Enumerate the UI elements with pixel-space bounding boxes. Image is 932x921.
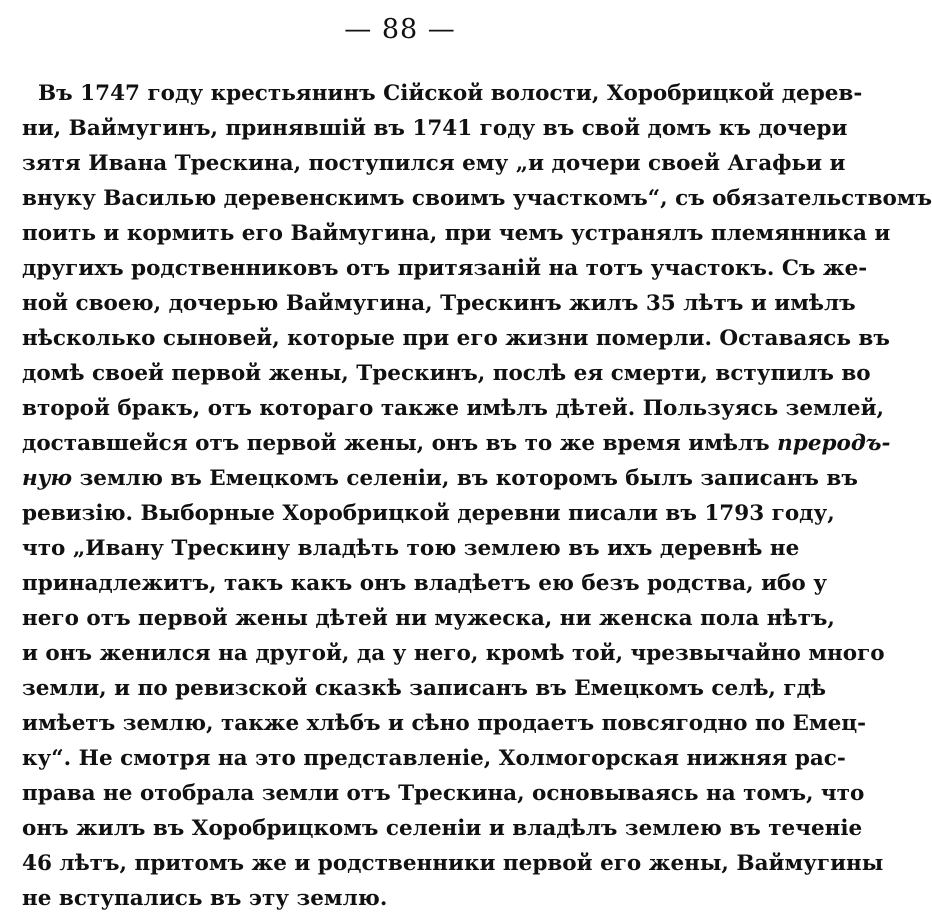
text-line-11-main: доставшейся отъ первой жены, онъ въ то же время имѣлъ bbox=[22, 431, 778, 456]
text-line-17: и онъ женился на другой, да у него, кромѣ той, чрезвычайно много bbox=[22, 641, 885, 666]
text-line-8: нѣсколько сыновей, которые при его жизни померли. Оставаясь въ bbox=[22, 326, 890, 351]
text-line-6: другихъ родственниковъ отъ притязаній на тотъ участокъ. Съ же- bbox=[22, 256, 868, 281]
text-line-14: что „Ивану Трескину владѣть тою землею въ ихъ деревнѣ не bbox=[22, 536, 800, 561]
text-line-2: ни, Ваймугинъ, принявшій въ 1741 году въ свой домъ къ дочери bbox=[22, 116, 848, 141]
text-line-20: ку“. Не смотря на это представленіе, Холмогорская нижняя рас- bbox=[22, 746, 846, 771]
text-line-21: права не отобрала земли отъ Трескина, основываясь на томъ, что bbox=[22, 781, 865, 806]
text-line-23: 46 лѣтъ, притомъ же и родственники первой его жены, Ваймугины bbox=[22, 851, 884, 876]
text-line-12-main: землю въ Емецкомъ селеніи, въ которомъ былъ записанъ въ bbox=[79, 466, 858, 491]
text-line-22: онъ жилъ въ Хоробрицкомъ селеніи и владѣлъ землею въ теченіе bbox=[22, 816, 863, 841]
text-line-15: принадлежитъ, такъ какъ онъ владѣетъ ею безъ родства, ибо у bbox=[22, 571, 827, 596]
italic-word-prerodnuyu-part1: преродъ- bbox=[777, 431, 891, 456]
text-line-5: поить и кормить его Ваймугина, при чемъ устранялъ племянника и bbox=[22, 221, 891, 246]
page-number: — 88 — bbox=[344, 14, 456, 45]
text-line-16: него отъ первой жены дѣтей ни мужеска, ни женска пола нѣтъ, bbox=[22, 606, 835, 631]
text-line-19: имѣетъ землю, также хлѣбъ и сѣно продаетъ повсягодно по Емец- bbox=[22, 711, 867, 736]
text-line-9: домѣ своей первой жены, Трескинъ, послѣ ея смерти, вступилъ во bbox=[22, 361, 871, 386]
text-line-11 bbox=[22, 427, 891, 461]
text-line-12 bbox=[22, 462, 858, 496]
text-line-1: Въ 1747 году крестьянинъ Сійской волости, Хоробрицкой дерев- bbox=[38, 81, 863, 106]
text-line-7: ной своею, дочерью Ваймугина, Трескинъ жилъ 35 лѣтъ и имѣлъ bbox=[22, 291, 856, 316]
text-line-10: второй бракъ, отъ котораго также имѣлъ дѣтей. Пользуясь землей, bbox=[22, 396, 885, 421]
text-line-13: ревизію. Выборные Хоробрицкой деревни писали въ 1793 году, bbox=[22, 501, 835, 526]
text-line-24: не вступались въ эту землю. bbox=[22, 886, 388, 911]
text-line-3: зятя Ивана Трескина, поступился ему „и дочери своей Агафьи и bbox=[22, 151, 846, 176]
text-line-18: земли, и по ревизской сказкѣ записанъ въ Емецкомъ селѣ, гдѣ bbox=[22, 676, 827, 701]
italic-word-prerodnuyu-part2: ную bbox=[22, 466, 73, 491]
text-line-4: внуку Василью деревенскимъ своимъ участкомъ“, съ обязательствомъ bbox=[22, 186, 932, 211]
